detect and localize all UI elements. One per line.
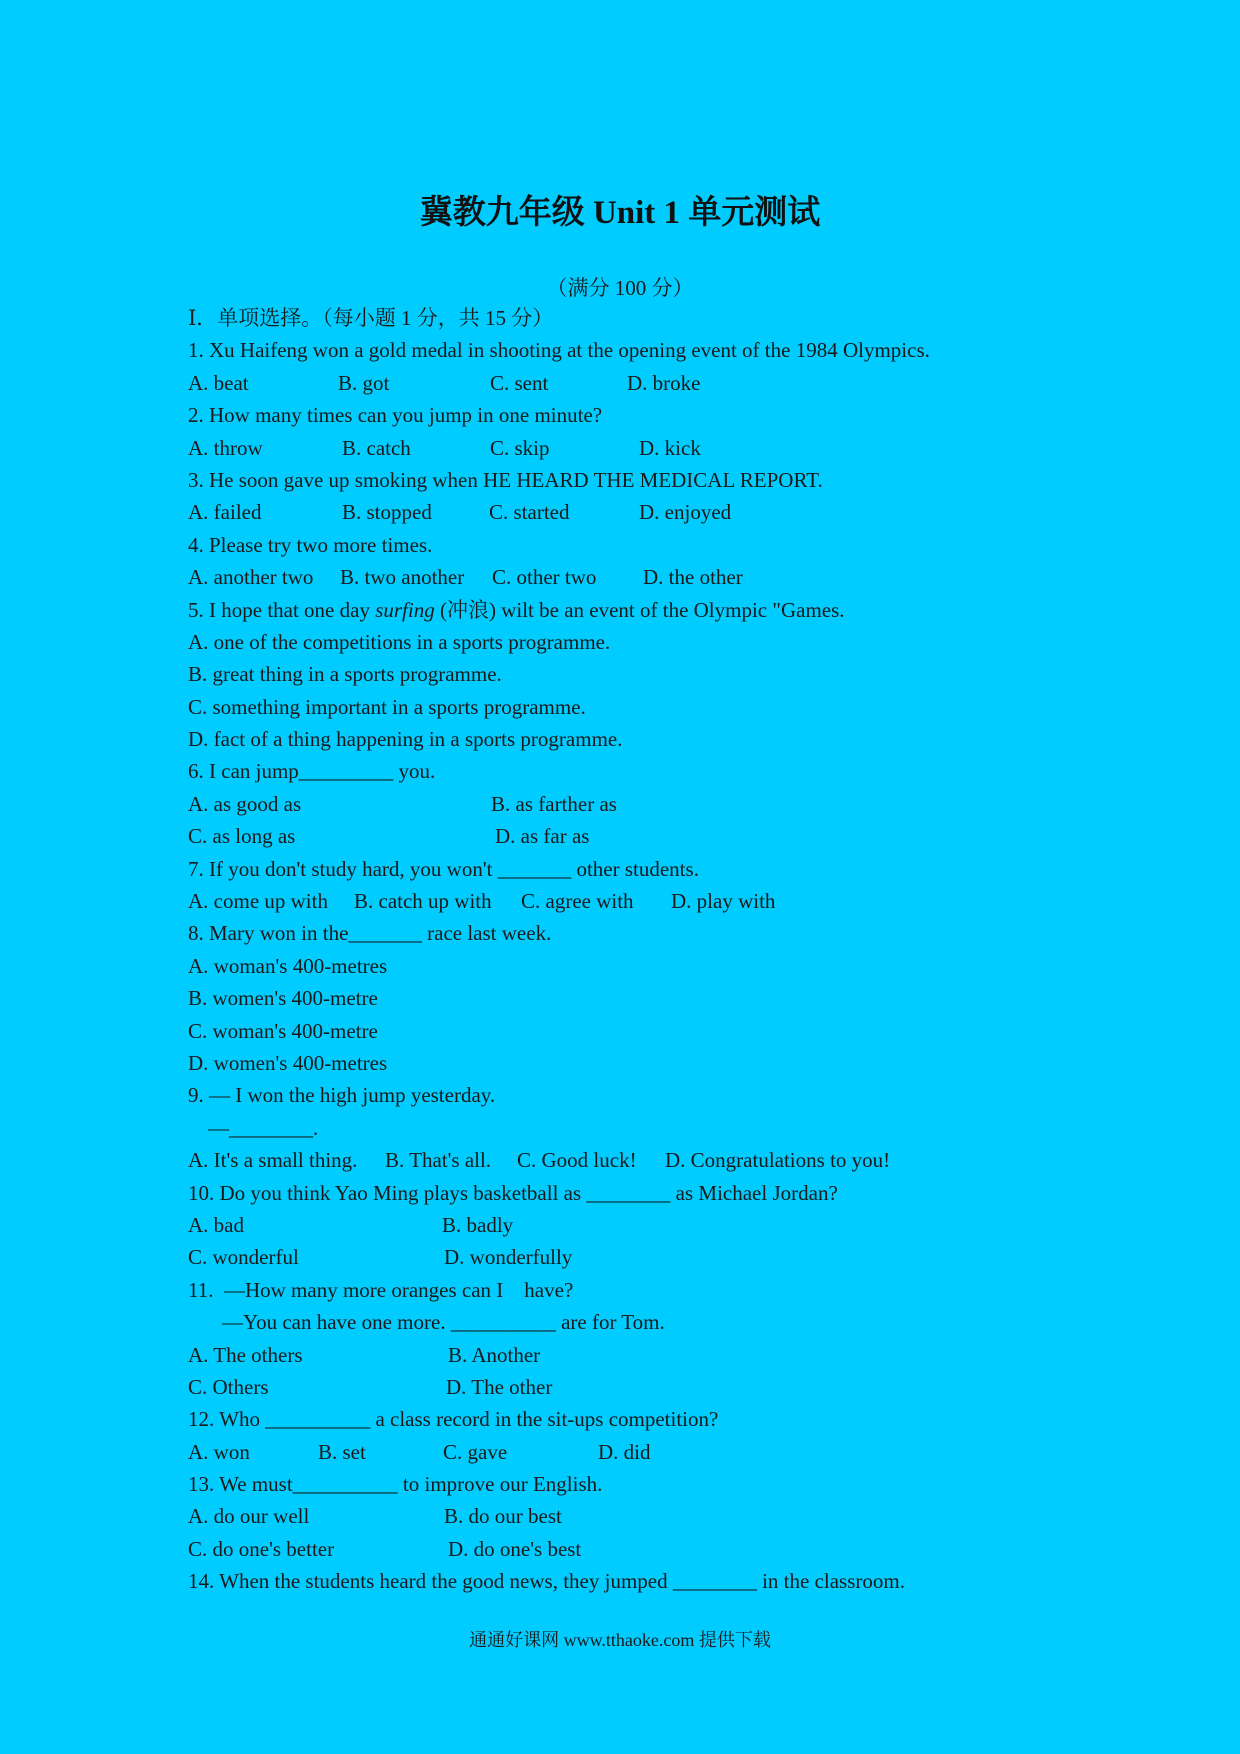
- question-12: 12. Who __________ a class record in the sit-ups competition?: [188, 1407, 719, 1432]
- option-c: C. agree with: [521, 889, 634, 914]
- option-b: B. two another: [340, 565, 465, 590]
- question-9-options: [188, 1144, 1088, 1176]
- option-b: B. badly: [442, 1212, 514, 1237]
- question-1: 1. Xu Haifeng won a gold medal in shooting at the opening event of the 1984 Olympics.: [188, 338, 930, 363]
- question-1-options: [188, 367, 1088, 399]
- question-4-options: [188, 561, 1088, 593]
- question-10-options-ab: [188, 1209, 1088, 1241]
- option-a: A. do our well: [188, 1504, 310, 1529]
- question-12-options: [188, 1436, 1088, 1468]
- question-7-options: [188, 885, 1088, 917]
- option-c: C. wonderful: [188, 1245, 299, 1270]
- option-a: A. throw: [188, 435, 263, 460]
- option-b: B. do our best: [444, 1504, 562, 1529]
- option-b: B. catch: [342, 435, 411, 460]
- question-10-options-cd: [188, 1241, 1088, 1273]
- question-9-reply: —________.: [208, 1115, 319, 1140]
- question-13: 13. We must__________ to improve our English.: [188, 1472, 603, 1497]
- option-b: B. as farther as: [491, 791, 617, 816]
- option-c: C. woman's 400-metre: [188, 1018, 378, 1043]
- question-14: 14. When the students heard the good news, they jumped ________ in the classroom.: [188, 1569, 905, 1594]
- option-d: D. fact of a thing happening in a sports programme.: [188, 727, 623, 752]
- question-13-options-ab: [188, 1500, 1088, 1532]
- page-title: 冀教九年级 Unit 1 单元测试: [419, 195, 821, 231]
- option-a: A. The others: [188, 1342, 303, 1367]
- question-5-text: 5. I hope that one day: [188, 597, 376, 622]
- option-c: C. sent: [490, 370, 549, 395]
- option-c: C. gave: [443, 1439, 508, 1464]
- option-a: A. bad: [188, 1212, 244, 1237]
- question-6-options-cd: [188, 820, 1088, 852]
- question-10: 10. Do you think Yao Ming plays basketball as ________ as Michael Jordan?: [188, 1180, 838, 1205]
- question-2-options: [188, 432, 1088, 464]
- question-11: 11. —How many more oranges can I have?: [188, 1277, 574, 1302]
- section-heading: Ⅰ．单项选择。（每小题 1 分，共 15 分）: [188, 306, 554, 330]
- option-a: A. woman's 400-metres: [188, 953, 388, 978]
- option-c: C. skip: [490, 435, 550, 460]
- question-13-options-cd: [188, 1533, 1088, 1565]
- option-d: D. the other: [643, 565, 743, 590]
- option-a: A. won: [188, 1439, 250, 1464]
- option-a: A. as good as: [188, 791, 302, 816]
- option-b: B. great thing in a sports programme.: [188, 662, 502, 687]
- option-b: B. That's all.: [385, 1148, 492, 1173]
- option-a: A. It's a small thing.: [188, 1148, 358, 1173]
- option-a: A. come up with: [188, 889, 328, 914]
- option-d: D. women's 400-metres: [188, 1050, 388, 1075]
- option-d: D. play with: [671, 889, 776, 914]
- option-b: B. got: [338, 370, 390, 395]
- option-b: B. stopped: [342, 500, 432, 525]
- option-c: C. something important in a sports programme.: [188, 694, 586, 719]
- option-d: D. do one's best: [448, 1536, 582, 1561]
- question-6: 6. I can jump_________ you.: [188, 759, 436, 784]
- question-8: 8. Mary won in the_______ race last week.: [188, 921, 552, 946]
- footer-source: 通通好课网 www.tthaoke.com 提供下载: [469, 1630, 771, 1650]
- option-a: A. beat: [188, 370, 249, 395]
- exam-content: [188, 302, 1088, 1598]
- option-d: D. as far as: [495, 824, 590, 849]
- question-7: 7. If you don't study hard, you won't _______ other students.: [188, 856, 699, 881]
- option-b: B. women's 400-metre: [188, 986, 378, 1011]
- question-11-options-cd: [188, 1371, 1088, 1403]
- option-c: C. Others: [188, 1374, 269, 1399]
- question-5: [188, 594, 1088, 626]
- option-a: A. failed: [188, 500, 262, 525]
- option-c: C. Good luck!: [517, 1148, 637, 1173]
- question-11-reply: —You can have one more. __________ are for Tom.: [222, 1310, 665, 1335]
- question-5-keyword: surfing: [375, 597, 435, 622]
- option-c: C. other two: [492, 565, 597, 590]
- question-3-options: [188, 496, 1088, 528]
- question-4: 4. Please try two more times.: [188, 532, 433, 557]
- question-11-options-ab: [188, 1339, 1088, 1371]
- option-d: D. did: [598, 1439, 651, 1464]
- option-d: D. kick: [639, 435, 701, 460]
- question-6-options-ab: [188, 788, 1088, 820]
- question-3: 3. He soon gave up smoking when HE HEARD THE MEDICAL REPORT.: [188, 467, 823, 492]
- option-b: B. catch up with: [354, 889, 492, 914]
- option-b: B. Another: [448, 1342, 541, 1367]
- question-5-text-end: (冲浪) wilt be an event of the Olympic "Games.: [434, 597, 845, 622]
- full-score-note: （满分 100 分）: [546, 276, 694, 300]
- option-c: C. do one's better: [188, 1536, 335, 1561]
- question-2: 2. How many times can you jump in one minute?: [188, 403, 603, 428]
- option-d: D. Congratulations to you!: [665, 1148, 891, 1173]
- option-c: C. started: [489, 500, 570, 525]
- option-a: A. one of the competitions in a sports programme.: [188, 629, 611, 654]
- question-9: 9. — I won the high jump yesterday.: [188, 1083, 496, 1108]
- option-b: B. set: [318, 1439, 366, 1464]
- option-d: D. enjoyed: [639, 500, 732, 525]
- option-d: D. wonderfully: [444, 1245, 573, 1270]
- option-c: C. as long as: [188, 824, 296, 849]
- option-d: D. broke: [627, 370, 701, 395]
- option-d: D. The other: [446, 1374, 553, 1399]
- option-a: A. another two: [188, 565, 314, 590]
